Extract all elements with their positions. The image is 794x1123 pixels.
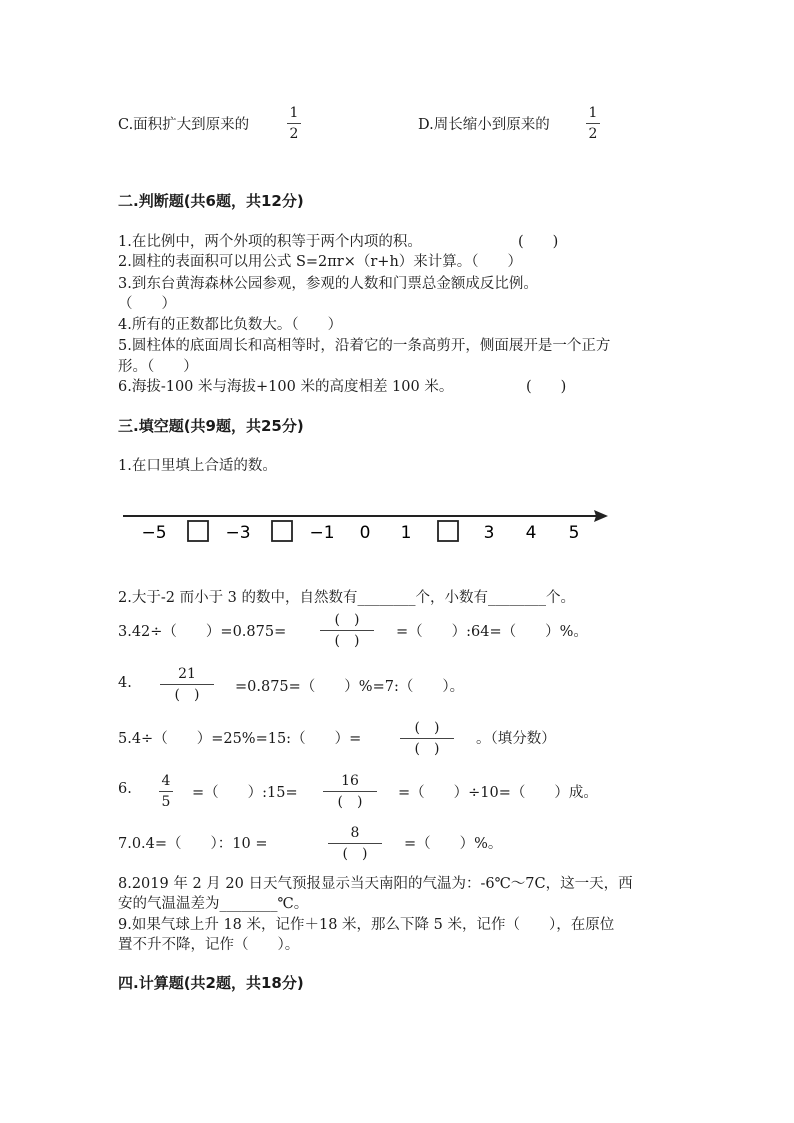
section-2-title: 二.判断题(共6题，共12分)	[118, 192, 304, 210]
fill-q4-part1: 4.	[118, 675, 132, 691]
fill-q7-part2: =（ ）%。	[404, 836, 503, 852]
tick-label: 0	[359, 523, 371, 543]
answer-box-1[interactable]	[188, 521, 208, 541]
judge-q6-answer: ( )	[526, 379, 567, 395]
fraction-denominator: 5	[161, 794, 171, 810]
fraction-denominator: 2	[588, 126, 598, 142]
section-3-title: 三.填空题(共9题，共25分)	[118, 417, 304, 435]
tick-label: −3	[225, 523, 251, 543]
fill-q1: 1.在口里填上合适的数。	[118, 458, 277, 474]
judge-q5-line1: 5.圆柱体的底面周长和高相等时，沿着它的一条高剪开，侧面展开是一个正方	[118, 338, 611, 354]
judge-q3-line2: （ ）	[118, 296, 176, 312]
judge-q1-answer: ( )	[518, 234, 559, 250]
number-line	[118, 500, 618, 550]
fill-q7-part1: 7.0.4=（ ）：10 =	[118, 836, 268, 852]
fill-q6-fraction-1	[159, 772, 173, 811]
judge-q6: 6.海拔-100 米与海拔+100 米的高度相差 100 米。	[118, 379, 454, 395]
answer-box-3[interactable]	[438, 521, 458, 541]
fraction-bar	[160, 684, 214, 685]
answer-box-2[interactable]	[272, 521, 292, 541]
fill-q5-part2: 。（填分数）	[476, 731, 556, 747]
fraction-numerator: 21	[178, 666, 196, 682]
fraction-numerator: 8	[350, 825, 360, 841]
number-line-arrow-icon	[594, 510, 608, 522]
fill-q9-line1: 9.如果气球上升 18 米，记作＋18 米，那么下降 5 米，记作（ ），在原位	[118, 917, 615, 933]
judge-q3-line1: 3.到东台黄海森林公园参观，参观的人数和门票总金额成反比例。	[118, 276, 538, 292]
fill-q8-line2: 安的气温温差为________℃。	[118, 896, 309, 912]
tick-label: −1	[309, 523, 335, 543]
fraction-bar	[320, 630, 374, 631]
judge-q1: 1.在比例中，两个外项的积等于两个内项的积。	[118, 234, 422, 250]
tick-label: −5	[141, 523, 167, 543]
fraction-numerator: ( )	[414, 720, 440, 736]
fill-q3-part1: 3.42÷（ ）=0.875=	[118, 624, 287, 640]
fill-q6-part2: =（ ）:15=	[192, 785, 298, 801]
fraction-numerator: 1	[289, 105, 299, 121]
option-c-text: C.面积扩大到原来的	[118, 117, 250, 133]
fraction-numerator: 16	[341, 773, 359, 789]
fraction-denominator: ( )	[337, 794, 363, 810]
judge-q2: 2.圆柱的表面积可以用公式 S=2πr×（r+h）来计算。（ ）	[118, 254, 523, 270]
fraction-denominator: ( )	[174, 687, 200, 703]
fraction-numerator: 1	[588, 105, 598, 121]
fill-q4-part2: =0.875=（ ）%=7:（ ）。	[235, 679, 465, 695]
option-d-fraction	[586, 104, 600, 143]
fraction-denominator: ( )	[342, 846, 368, 862]
fraction-numerator: ( )	[334, 612, 360, 628]
fraction-bar	[159, 791, 173, 792]
judge-q5-line2: 形。（ ）	[118, 359, 198, 375]
fraction-numerator: 4	[161, 773, 171, 789]
option-c-fraction	[287, 104, 301, 143]
fraction-bar	[400, 738, 454, 739]
fill-q2: 2.大于-2 而小于 3 的数中，自然数有________个，小数有________个。	[118, 590, 576, 606]
judge-q4: 4.所有的正数都比负数大。（ ）	[118, 317, 343, 333]
fraction-denominator: ( )	[414, 741, 440, 757]
fill-q7-fraction	[328, 824, 382, 863]
option-d-text: D.周长缩小到原来的	[418, 117, 550, 133]
fraction-bar	[586, 123, 600, 124]
section-4-title: 四.计算题(共2题，共18分)	[118, 974, 304, 992]
fill-q6-fraction-2	[323, 772, 377, 811]
fill-q5-fraction	[400, 719, 454, 758]
fraction-bar	[328, 843, 382, 844]
fraction-bar	[287, 123, 301, 124]
fill-q3-part2: =（ ）:64=（ ）%。	[396, 624, 588, 640]
fraction-denominator: 2	[289, 126, 299, 142]
tick-label: 1	[400, 523, 412, 543]
tick-label: 4	[525, 523, 537, 543]
tick-label: 3	[483, 523, 495, 543]
fill-q5-part1: 5.4÷（ ）=25%=15:（ ）=	[118, 731, 362, 747]
fill-q3-fraction	[320, 611, 374, 650]
fraction-denominator: ( )	[334, 633, 360, 649]
fill-q8-line1: 8.2019 年 2 月 20 日天气预报显示当天南阳的气温为：-6℃～7C，这一天，西	[118, 876, 633, 892]
fill-q9-line2: 置不升不降，记作（ ）。	[118, 937, 300, 953]
fill-q6-part1: 6.	[118, 781, 132, 797]
tick-label: 5	[568, 523, 580, 543]
fill-q6-part3: =（ ）÷10=（ ）成。	[398, 785, 598, 801]
fill-q4-fraction	[160, 665, 214, 704]
fraction-bar	[323, 791, 377, 792]
